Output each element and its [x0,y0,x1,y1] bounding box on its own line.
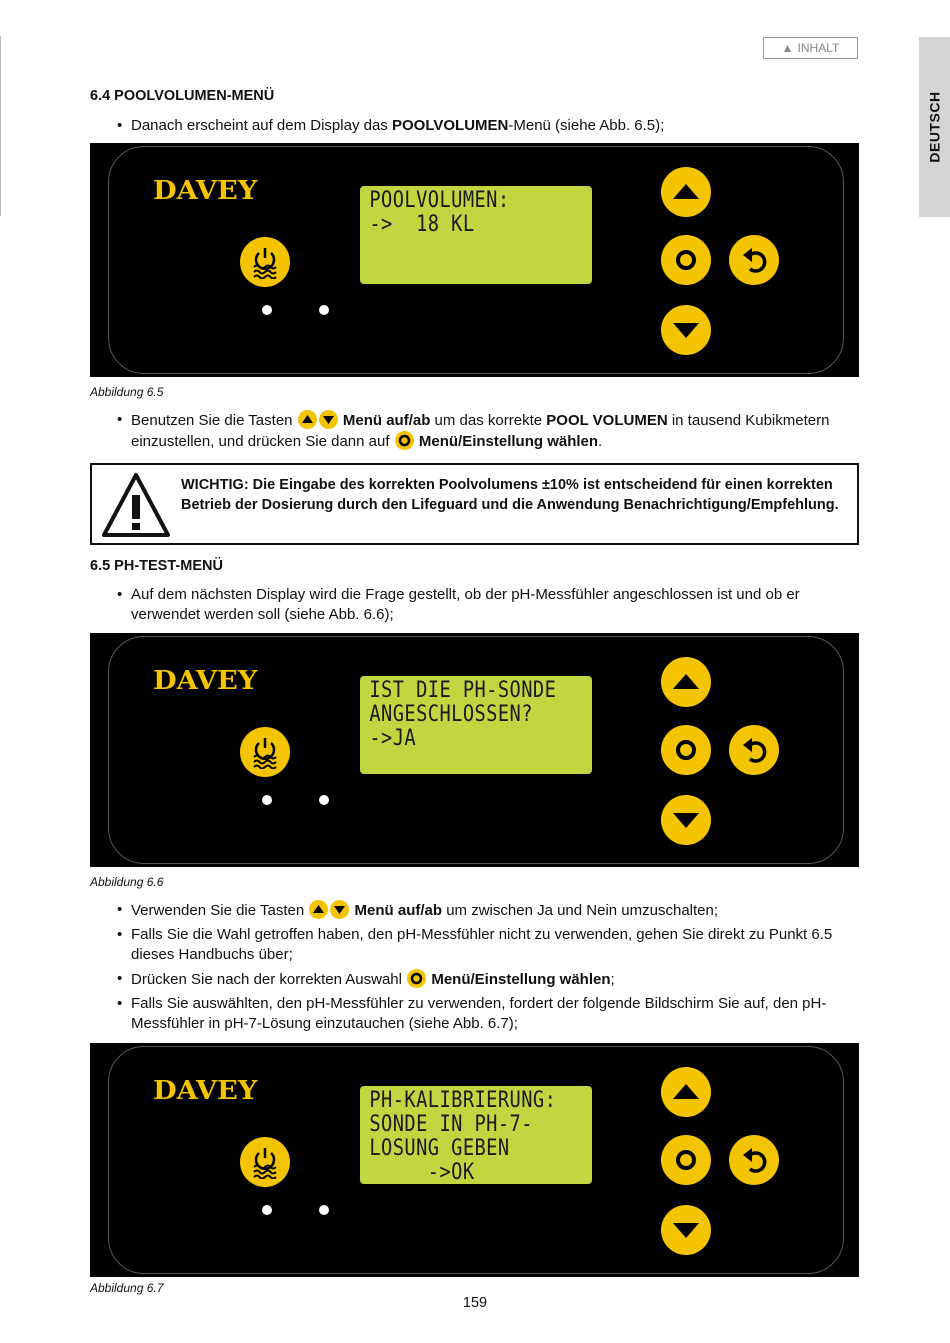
indicator-led [319,1205,329,1215]
list-item: • Falls Sie die Wahl getroffen haben, den pH-Messfühler nicht zu verwenden, gehen Sie direkt zu Punkt 6.5 dieses Handbuchs über; [117,925,857,965]
indicator-led [262,1205,272,1215]
arrow-down-icon [661,1205,711,1255]
ok-circle-icon [661,235,711,285]
list-item: • Drücken Sie nach der korrekten Auswahl Menü/Einstellung wählen; [117,969,857,990]
control-panel-figure-6-7 [90,1043,859,1277]
ok-circle-icon [661,1135,711,1185]
inhalt-link[interactable] [763,37,858,59]
ok-circle-icon [395,431,414,450]
lcd-line: IST DIE PH-SONDE [369,678,557,703]
arrow-up-icon [661,167,711,217]
arrow-down-icon [319,410,338,429]
back-arrow-icon [729,725,779,775]
language-tab [919,37,950,217]
arrow-up-icon [309,900,328,919]
lcd-line: SONDE IN PH-7- [369,1112,533,1137]
bullet-list [117,900,857,1038]
inhalt-label: INHALT [797,41,840,55]
lcd-line: ->JA [369,726,417,751]
lcd-display [360,186,592,284]
indicator-led [319,795,329,805]
lcd-line: ->OK [369,1160,475,1185]
list-item: • Danach erscheint auf dem Display das POOLVOLUMEN-Menü (siehe Abb. 6.5); [117,116,857,136]
language-tab-label: DEUTSCH [926,91,943,163]
section-title-6-4: 6.4 POOLVOLUMEN-MENÜ [90,88,275,104]
lcd-line: ANGESCHLOSSEN? [369,702,533,727]
list-item: • Benutzen Sie die Tasten Menü auf/ab um das korrekte POOL VOLUMEN in tausend Kubikmetern einzustellen, und drücken Sie dann auf Menü/Einstellung wählen. [117,410,857,452]
ok-circle-icon [661,725,711,775]
page-number: 159 [462,1295,488,1311]
indicator-led [262,795,272,805]
arrow-up-icon [661,1067,711,1117]
davey-logo: DAVEY [153,1076,258,1106]
list-item: • Verwenden Sie die Tasten Menü auf/ab um zwischen Ja und Nein umzuschalten; [117,900,857,921]
lcd-line: POOLVOLUMEN: [369,188,510,213]
control-panel-figure-6-5 [90,143,859,377]
bullet-list [117,116,857,140]
davey-logo: DAVEY [153,666,258,696]
section-title-6-5: 6.5 PH-TEST-MENÜ [90,558,223,574]
triangle-up-icon: ▲ [781,41,794,55]
lcd-display [360,676,592,774]
back-arrow-icon [729,1135,779,1185]
warning-box [90,463,859,545]
figure-caption: Abbildung 6.6 [90,875,164,889]
warning-triangle-icon [100,471,172,539]
lcd-line: -> 18 KL [369,212,475,237]
indicator-led [262,305,272,315]
lcd-display [360,1086,592,1184]
bullet-list [117,410,857,456]
power-water-icon [240,1137,290,1187]
lcd-line: LOSUNG GEBEN [369,1136,510,1161]
arrow-up-icon [298,410,317,429]
back-arrow-icon [729,235,779,285]
control-panel-figure-6-6 [90,633,859,867]
power-water-icon [240,237,290,287]
ok-circle-icon [407,969,426,988]
arrow-down-icon [661,305,711,355]
davey-logo: DAVEY [153,176,258,206]
margin-rule [0,36,1,216]
arrow-down-icon [330,900,349,919]
indicator-led [319,305,329,315]
arrow-up-icon [661,657,711,707]
figure-caption: Abbildung 6.5 [90,385,164,399]
lcd-line: PH-KALIBRIERUNG: [369,1088,557,1113]
arrow-down-icon [661,795,711,845]
power-water-icon [240,727,290,777]
warning-text: WICHTIG: Die Eingabe des korrekten Poolvolumens ±10% ist entscheidend für einen korrekten Betrieb der Dosierung durch den Lifeguard und die Anwendung Benachrichtigung/Empfehlung. [181,477,839,513]
list-item: • Falls Sie auswählten, den pH-Messfühler zu verwenden, fordert der folgende Bildschirm Sie auf, den pH-Messfühler in pH-7-Lösung einzutauchen (siehe Abb. 6.7); [117,994,857,1034]
figure-caption: Abbildung 6.7 [90,1281,164,1295]
list-item: • Auf dem nächsten Display wird die Frage gestellt, ob der pH-Messfühler angeschlossen ist und ob er verwendet werden soll (siehe Abb. 6.6); [117,585,857,625]
bullet-list [117,585,857,629]
